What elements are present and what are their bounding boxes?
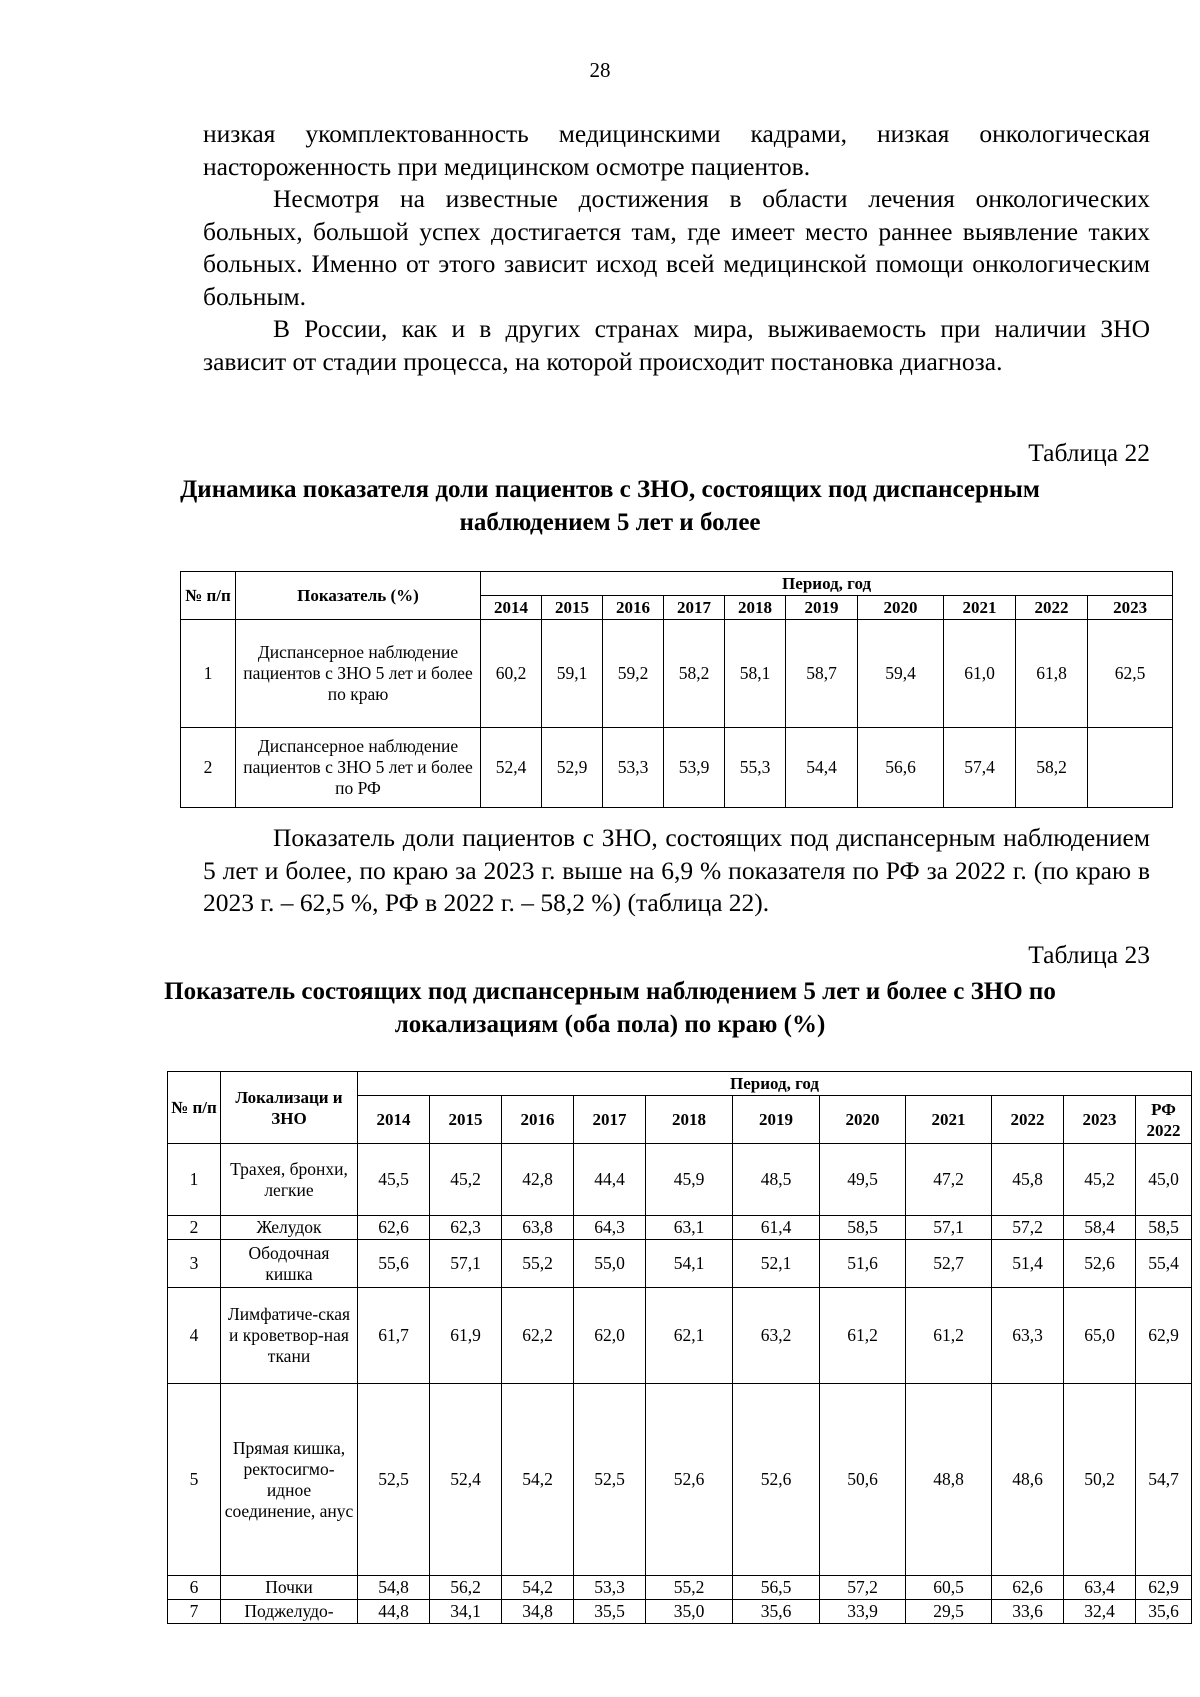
value-cell: 58,4	[1064, 1216, 1136, 1240]
row-number: 1	[181, 620, 236, 728]
page-number: 28	[589, 58, 611, 82]
value-cell: 45,9	[646, 1144, 733, 1216]
value-cell: 58,5	[1136, 1216, 1192, 1240]
value-cell: 55,0	[574, 1240, 646, 1288]
table-row	[168, 1576, 1192, 1600]
year-header: 2022	[1016, 596, 1088, 620]
table-row	[181, 728, 1173, 808]
year-header: 2021	[944, 596, 1016, 620]
value-cell: 52,6	[1064, 1240, 1136, 1288]
header-num: № п/п	[181, 572, 236, 620]
table-row	[168, 1216, 1192, 1240]
value-cell: 60,5	[906, 1576, 992, 1600]
header-period: Период, год	[481, 572, 1173, 596]
value-cell: 54,2	[502, 1576, 574, 1600]
value-cell: 52,4	[430, 1384, 502, 1576]
row-number: 5	[168, 1384, 221, 1576]
value-cell: 61,8	[1016, 620, 1088, 728]
value-cell: 58,5	[820, 1216, 906, 1240]
value-cell: 58,7	[786, 620, 858, 728]
row-localization: Поджелудо-	[221, 1600, 358, 1624]
year-header: 2018	[725, 596, 786, 620]
year-header: 2020	[820, 1096, 906, 1144]
paragraph: В России, как и в других странах мира, выживаемость при наличии ЗНО зависит от стадии процесса, на которой происходит постановка диагноза.	[203, 314, 1150, 376]
row-indicator: Диспансерное наблюдение пациентов с ЗНО 5 лет и более по РФ	[236, 728, 481, 808]
value-cell: 54,2	[502, 1384, 574, 1576]
value-cell: 35,0	[646, 1600, 733, 1624]
value-cell: 62,9	[1136, 1288, 1192, 1384]
year-header: 2019	[786, 596, 858, 620]
value-cell: 48,8	[906, 1384, 992, 1576]
table-row	[168, 1288, 1192, 1384]
value-cell: 62,3	[430, 1216, 502, 1240]
value-cell: 62,9	[1136, 1576, 1192, 1600]
row-localization: Лимфатиче-ская и кроветвор-ная ткани	[221, 1288, 358, 1384]
value-cell: 63,4	[1064, 1576, 1136, 1600]
value-cell: 58,1	[725, 620, 786, 728]
value-cell: 52,1	[733, 1240, 820, 1288]
value-cell: 35,6	[733, 1600, 820, 1624]
value-cell: 52,5	[358, 1384, 430, 1576]
year-header: РФ 2022	[1136, 1096, 1192, 1144]
value-cell: 55,3	[725, 728, 786, 808]
value-cell: 51,4	[992, 1240, 1064, 1288]
year-header: 2023	[1088, 596, 1173, 620]
year-header: 2023	[1064, 1096, 1136, 1144]
value-cell: 33,9	[820, 1600, 906, 1624]
value-cell: 62,5	[1088, 620, 1173, 728]
year-header: 2020	[858, 596, 944, 620]
value-cell: 63,3	[992, 1288, 1064, 1384]
table-22-label: Таблица 22	[1028, 438, 1150, 467]
header-num: № п/п	[168, 1072, 221, 1144]
table-row	[181, 620, 1173, 728]
year-header: 2021	[906, 1096, 992, 1144]
year-header: 2018	[646, 1096, 733, 1144]
value-cell: 62,1	[646, 1288, 733, 1384]
value-cell: 35,6	[1136, 1600, 1192, 1624]
value-cell: 57,2	[992, 1216, 1064, 1240]
year-header: 2017	[664, 596, 725, 620]
value-cell: 57,4	[944, 728, 1016, 808]
row-number: 4	[168, 1288, 221, 1384]
value-cell: 45,0	[1136, 1144, 1192, 1216]
value-cell: 48,5	[733, 1144, 820, 1216]
value-cell: 60,2	[481, 620, 542, 728]
value-cell: 63,2	[733, 1288, 820, 1384]
value-cell: 61,0	[944, 620, 1016, 728]
value-cell: 53,3	[574, 1576, 646, 1600]
row-localization: Прямая кишка, ректосигмо-идное соединение, анус	[221, 1384, 358, 1576]
value-cell: 49,5	[820, 1144, 906, 1216]
table-22	[180, 571, 1173, 808]
year-header: 2017	[574, 1096, 646, 1144]
year-header: 2019	[733, 1096, 820, 1144]
row-localization: Почки	[221, 1576, 358, 1600]
value-cell: 54,4	[786, 728, 858, 808]
value-cell: 59,2	[603, 620, 664, 728]
value-cell: 34,1	[430, 1600, 502, 1624]
year-header: 2016	[603, 596, 664, 620]
row-number: 2	[168, 1216, 221, 1240]
value-cell: 52,5	[574, 1384, 646, 1576]
value-cell: 54,1	[646, 1240, 733, 1288]
value-cell: 55,2	[502, 1240, 574, 1288]
row-number: 2	[181, 728, 236, 808]
value-cell: 48,6	[992, 1384, 1064, 1576]
value-cell: 56,2	[430, 1576, 502, 1600]
value-cell: 62,0	[574, 1288, 646, 1384]
value-cell: 64,3	[574, 1216, 646, 1240]
value-cell: 53,9	[664, 728, 725, 808]
value-cell: 54,7	[1136, 1384, 1192, 1576]
year-header: 2016	[502, 1096, 574, 1144]
table-row	[168, 1240, 1192, 1288]
value-cell: 59,1	[542, 620, 603, 728]
value-cell: 45,5	[358, 1144, 430, 1216]
table-row	[168, 1144, 1192, 1216]
table-row	[168, 1600, 1192, 1624]
value-cell: 55,4	[1136, 1240, 1192, 1288]
value-cell: 44,4	[574, 1144, 646, 1216]
header-indicator: Показатель (%)	[236, 572, 481, 620]
value-cell: 62,2	[502, 1288, 574, 1384]
value-cell: 33,6	[992, 1600, 1064, 1624]
year-header: 2015	[430, 1096, 502, 1144]
value-cell: 35,5	[574, 1600, 646, 1624]
year-header: 2014	[481, 596, 542, 620]
value-cell: 61,2	[820, 1288, 906, 1384]
table-row	[168, 1384, 1192, 1576]
row-localization: Трахея, бронхи, легкие	[221, 1144, 358, 1216]
year-header: 2014	[358, 1096, 430, 1144]
value-cell: 61,2	[906, 1288, 992, 1384]
value-cell: 54,8	[358, 1576, 430, 1600]
value-cell: 42,8	[502, 1144, 574, 1216]
value-cell: 50,2	[1064, 1384, 1136, 1576]
value-cell: 45,2	[430, 1144, 502, 1216]
table-22-title: Динамика показателя доли пациентов с ЗНО, состоящих под диспансерным наблюдением 5 лет и более	[180, 476, 1040, 536]
value-cell: 57,1	[906, 1216, 992, 1240]
value-cell: 62,6	[358, 1216, 430, 1240]
value-cell: 63,8	[502, 1216, 574, 1240]
value-cell: 50,6	[820, 1384, 906, 1576]
value-cell: 58,2	[1016, 728, 1088, 808]
intro-text	[203, 118, 1150, 378]
value-cell: 61,9	[430, 1288, 502, 1384]
header-localization: Локализаци и ЗНО	[221, 1072, 358, 1144]
value-cell: 52,7	[906, 1240, 992, 1288]
value-cell: 58,2	[664, 620, 725, 728]
value-cell: 51,6	[820, 1240, 906, 1288]
table-23	[167, 1071, 1192, 1624]
value-cell: 62,6	[992, 1576, 1064, 1600]
value-cell: 52,6	[646, 1384, 733, 1576]
value-cell: 57,2	[820, 1576, 906, 1600]
value-cell: 55,2	[646, 1576, 733, 1600]
paragraph: Несмотря на известные достижения в области лечения онкологических больных, большой успех достигается там, где имеет место раннее выявление таких больных. Именно от этого зависит исход всей медицинской помощи онкологическим больным.	[203, 184, 1150, 311]
row-number: 6	[168, 1576, 221, 1600]
value-cell: 45,8	[992, 1144, 1064, 1216]
value-cell: 56,5	[733, 1576, 820, 1600]
value-cell: 57,1	[430, 1240, 502, 1288]
value-cell: 47,2	[906, 1144, 992, 1216]
header-period: Период, год	[358, 1072, 1192, 1096]
value-cell: 44,8	[358, 1600, 430, 1624]
row-number: 7	[168, 1600, 221, 1624]
paragraph: низкая укомплектованность медицинскими кадрами, низкая онкологическая настороженность при медицинском осмотре пациентов.	[203, 119, 1150, 181]
value-cell: 53,3	[603, 728, 664, 808]
value-cell: 29,5	[906, 1600, 992, 1624]
table-23-label: Таблица 23	[1028, 940, 1150, 969]
value-cell: 63,1	[646, 1216, 733, 1240]
value-cell: 45,2	[1064, 1144, 1136, 1216]
value-cell: 61,7	[358, 1288, 430, 1384]
value-cell: 32,4	[1064, 1600, 1136, 1624]
value-cell: 52,6	[733, 1384, 820, 1576]
summary-text	[203, 822, 1150, 920]
value-cell	[1088, 728, 1173, 808]
value-cell: 61,4	[733, 1216, 820, 1240]
table-23-title: Показатель состоящих под диспансерным наблюдением 5 лет и более с ЗНО по локализациям (оба пола) по краю (%)	[164, 978, 1056, 1038]
value-cell: 52,4	[481, 728, 542, 808]
value-cell: 56,6	[858, 728, 944, 808]
value-cell: 52,9	[542, 728, 603, 808]
value-cell: 65,0	[1064, 1288, 1136, 1384]
row-number: 1	[168, 1144, 221, 1216]
year-header: 2015	[542, 596, 603, 620]
row-localization: Ободочная кишка	[221, 1240, 358, 1288]
row-localization: Желудок	[221, 1216, 358, 1240]
row-indicator: Диспансерное наблюдение пациентов с ЗНО 5 лет и более по краю	[236, 620, 481, 728]
value-cell: 59,4	[858, 620, 944, 728]
value-cell: 34,8	[502, 1600, 574, 1624]
paragraph: Показатель доли пациентов с ЗНО, состоящих под диспансерным наблюдением 5 лет и более, по краю за 2023 г. выше на 6,9 % показателя по РФ за 2022 г. (по краю в 2023 г. – 62,5 %, РФ в 2022 г. – 58,2 %) (таблица 22).	[203, 823, 1150, 917]
value-cell: 55,6	[358, 1240, 430, 1288]
year-header: 2022	[992, 1096, 1064, 1144]
row-number: 3	[168, 1240, 221, 1288]
